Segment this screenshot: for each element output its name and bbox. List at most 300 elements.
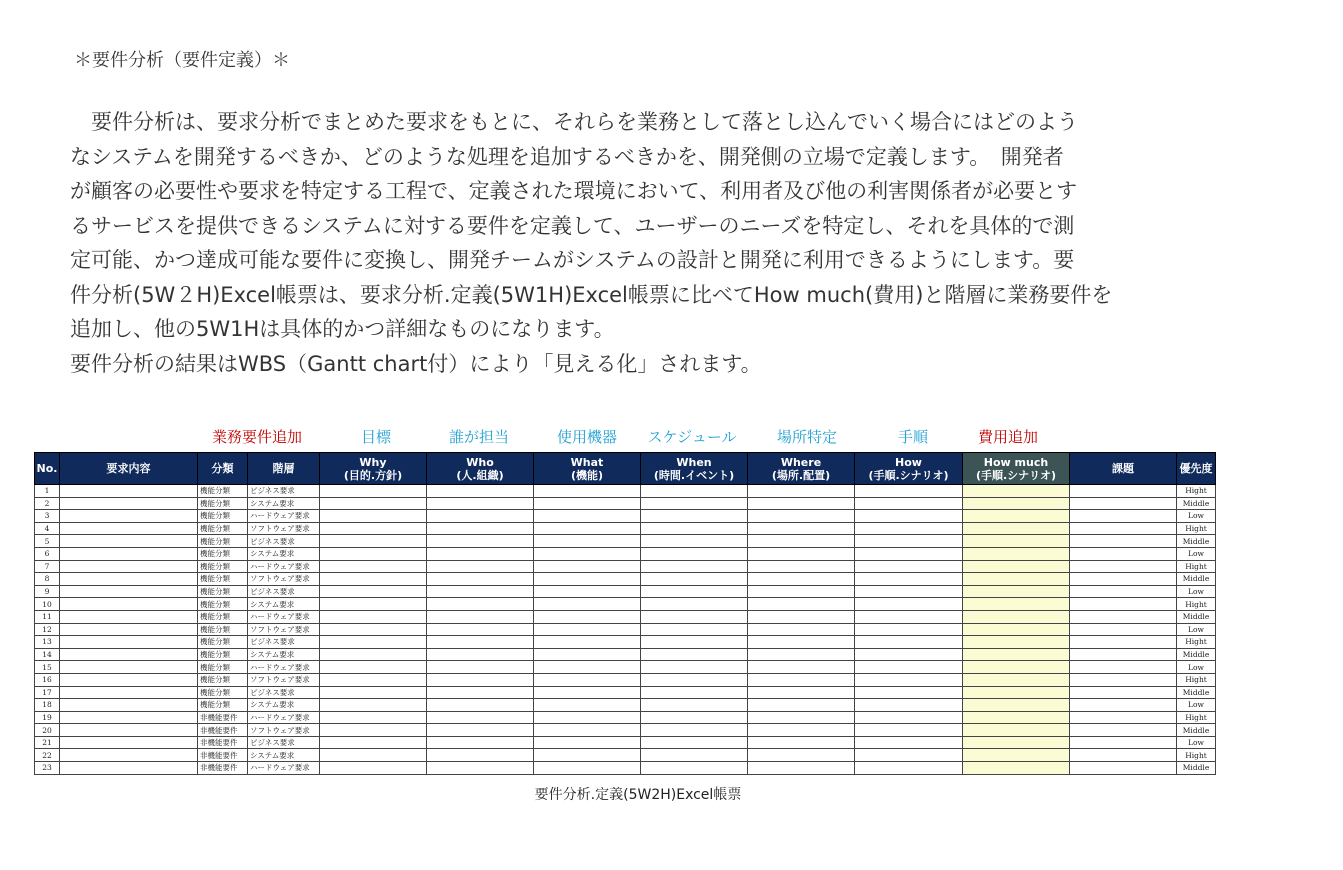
cell-no[interactable]: 23 xyxy=(35,762,60,775)
cell-layer[interactable]: ソフトウェア要求 xyxy=(248,522,320,535)
cell-when[interactable] xyxy=(641,547,748,560)
cell-priority[interactable]: Low xyxy=(1177,585,1216,598)
cell-who[interactable] xyxy=(427,673,534,686)
cell-what[interactable] xyxy=(534,749,641,762)
cell-why[interactable] xyxy=(320,724,427,737)
cell-category[interactable]: 機能分類 xyxy=(198,510,248,523)
cell-where[interactable] xyxy=(748,560,855,573)
cell-who[interactable] xyxy=(427,510,534,523)
cell-why[interactable] xyxy=(320,573,427,586)
cell-layer[interactable]: ハードウェア要求 xyxy=(248,711,320,724)
cell-how-much[interactable] xyxy=(963,648,1070,661)
cell-what[interactable] xyxy=(534,535,641,548)
cell-how-much[interactable] xyxy=(963,736,1070,749)
cell-category[interactable]: 機能分類 xyxy=(198,686,248,699)
cell-who[interactable] xyxy=(427,749,534,762)
cell-category[interactable]: 機能分類 xyxy=(198,547,248,560)
cell-no[interactable]: 13 xyxy=(35,636,60,649)
cell-where[interactable] xyxy=(748,648,855,661)
cell-priority[interactable]: Middle xyxy=(1177,610,1216,623)
cell-what[interactable] xyxy=(534,648,641,661)
cell-how-much[interactable] xyxy=(963,535,1070,548)
cell-issue[interactable] xyxy=(1070,686,1177,699)
cell-content[interactable] xyxy=(60,610,198,623)
cell-layer[interactable]: ハードウェア要求 xyxy=(248,510,320,523)
cell-what[interactable] xyxy=(534,485,641,498)
cell-why[interactable] xyxy=(320,497,427,510)
cell-priority[interactable]: Low xyxy=(1177,510,1216,523)
cell-how-much[interactable] xyxy=(963,711,1070,724)
cell-layer[interactable]: ハードウェア要求 xyxy=(248,762,320,775)
cell-who[interactable] xyxy=(427,485,534,498)
cell-what[interactable] xyxy=(534,598,641,611)
cell-why[interactable] xyxy=(320,610,427,623)
cell-no[interactable]: 9 xyxy=(35,585,60,598)
cell-why[interactable] xyxy=(320,598,427,611)
cell-how[interactable] xyxy=(855,711,963,724)
cell-where[interactable] xyxy=(748,510,855,523)
cell-layer[interactable]: システム要求 xyxy=(248,749,320,762)
cell-content[interactable] xyxy=(60,547,198,560)
cell-when[interactable] xyxy=(641,661,748,674)
cell-how[interactable] xyxy=(855,573,963,586)
cell-issue[interactable] xyxy=(1070,661,1177,674)
cell-issue[interactable] xyxy=(1070,623,1177,636)
cell-priority[interactable]: Middle xyxy=(1177,573,1216,586)
cell-no[interactable]: 6 xyxy=(35,547,60,560)
cell-category[interactable]: 機能分類 xyxy=(198,497,248,510)
cell-why[interactable] xyxy=(320,686,427,699)
cell-who[interactable] xyxy=(427,762,534,775)
cell-who[interactable] xyxy=(427,610,534,623)
cell-who[interactable] xyxy=(427,598,534,611)
cell-layer[interactable]: ソフトウェア要求 xyxy=(248,673,320,686)
cell-how-much[interactable] xyxy=(963,522,1070,535)
cell-when[interactable] xyxy=(641,736,748,749)
cell-priority[interactable]: Hight xyxy=(1177,673,1216,686)
cell-no[interactable]: 1 xyxy=(35,485,60,498)
cell-what[interactable] xyxy=(534,711,641,724)
cell-priority[interactable]: Middle xyxy=(1177,762,1216,775)
cell-why[interactable] xyxy=(320,547,427,560)
cell-when[interactable] xyxy=(641,535,748,548)
cell-why[interactable] xyxy=(320,711,427,724)
cell-content[interactable] xyxy=(60,560,198,573)
cell-priority[interactable]: Hight xyxy=(1177,711,1216,724)
cell-category[interactable]: 非機能要件 xyxy=(198,711,248,724)
cell-content[interactable] xyxy=(60,636,198,649)
cell-category[interactable]: 機能分類 xyxy=(198,573,248,586)
cell-how-much[interactable] xyxy=(963,510,1070,523)
cell-when[interactable] xyxy=(641,598,748,611)
cell-issue[interactable] xyxy=(1070,547,1177,560)
cell-when[interactable] xyxy=(641,585,748,598)
cell-content[interactable] xyxy=(60,661,198,674)
cell-content[interactable] xyxy=(60,522,198,535)
cell-priority[interactable]: Middle xyxy=(1177,724,1216,737)
cell-when[interactable] xyxy=(641,724,748,737)
cell-issue[interactable] xyxy=(1070,724,1177,737)
cell-priority[interactable]: Middle xyxy=(1177,648,1216,661)
cell-when[interactable] xyxy=(641,648,748,661)
cell-what[interactable] xyxy=(534,610,641,623)
cell-how-much[interactable] xyxy=(963,610,1070,623)
cell-how-much[interactable] xyxy=(963,749,1070,762)
cell-what[interactable] xyxy=(534,522,641,535)
cell-where[interactable] xyxy=(748,699,855,712)
cell-no[interactable]: 21 xyxy=(35,736,60,749)
cell-no[interactable]: 15 xyxy=(35,661,60,674)
cell-layer[interactable]: ソフトウェア要求 xyxy=(248,573,320,586)
cell-who[interactable] xyxy=(427,661,534,674)
cell-what[interactable] xyxy=(534,673,641,686)
cell-issue[interactable] xyxy=(1070,762,1177,775)
cell-how[interactable] xyxy=(855,485,963,498)
cell-where[interactable] xyxy=(748,573,855,586)
cell-content[interactable] xyxy=(60,736,198,749)
cell-how-much[interactable] xyxy=(963,585,1070,598)
cell-who[interactable] xyxy=(427,623,534,636)
cell-no[interactable]: 20 xyxy=(35,724,60,737)
cell-where[interactable] xyxy=(748,749,855,762)
cell-issue[interactable] xyxy=(1070,522,1177,535)
cell-how-much[interactable] xyxy=(963,699,1070,712)
cell-content[interactable] xyxy=(60,711,198,724)
cell-no[interactable]: 2 xyxy=(35,497,60,510)
cell-what[interactable] xyxy=(534,623,641,636)
cell-how[interactable] xyxy=(855,636,963,649)
cell-how[interactable] xyxy=(855,736,963,749)
cell-how-much[interactable] xyxy=(963,598,1070,611)
cell-where[interactable] xyxy=(748,598,855,611)
cell-content[interactable] xyxy=(60,673,198,686)
cell-issue[interactable] xyxy=(1070,598,1177,611)
cell-layer[interactable]: ビジネス要求 xyxy=(248,585,320,598)
cell-category[interactable]: 機能分類 xyxy=(198,535,248,548)
cell-priority[interactable]: Hight xyxy=(1177,560,1216,573)
cell-where[interactable] xyxy=(748,485,855,498)
cell-content[interactable] xyxy=(60,699,198,712)
cell-priority[interactable]: Low xyxy=(1177,623,1216,636)
cell-issue[interactable] xyxy=(1070,510,1177,523)
cell-issue[interactable] xyxy=(1070,673,1177,686)
cell-category[interactable]: 非機能要件 xyxy=(198,736,248,749)
cell-layer[interactable]: ビジネス要求 xyxy=(248,636,320,649)
cell-who[interactable] xyxy=(427,636,534,649)
cell-when[interactable] xyxy=(641,610,748,623)
cell-no[interactable]: 22 xyxy=(35,749,60,762)
cell-where[interactable] xyxy=(748,585,855,598)
cell-how[interactable] xyxy=(855,547,963,560)
cell-issue[interactable] xyxy=(1070,711,1177,724)
cell-content[interactable] xyxy=(60,749,198,762)
cell-issue[interactable] xyxy=(1070,636,1177,649)
cell-where[interactable] xyxy=(748,623,855,636)
cell-why[interactable] xyxy=(320,699,427,712)
cell-when[interactable] xyxy=(641,485,748,498)
cell-layer[interactable]: ビジネス要求 xyxy=(248,736,320,749)
cell-issue[interactable] xyxy=(1070,497,1177,510)
cell-where[interactable] xyxy=(748,686,855,699)
cell-no[interactable]: 17 xyxy=(35,686,60,699)
cell-priority[interactable]: Hight xyxy=(1177,485,1216,498)
cell-category[interactable]: 機能分類 xyxy=(198,560,248,573)
cell-content[interactable] xyxy=(60,497,198,510)
cell-layer[interactable]: ビジネス要求 xyxy=(248,686,320,699)
cell-when[interactable] xyxy=(641,573,748,586)
cell-how[interactable] xyxy=(855,686,963,699)
cell-where[interactable] xyxy=(748,610,855,623)
cell-what[interactable] xyxy=(534,699,641,712)
cell-issue[interactable] xyxy=(1070,585,1177,598)
cell-issue[interactable] xyxy=(1070,648,1177,661)
cell-what[interactable] xyxy=(534,736,641,749)
cell-no[interactable]: 3 xyxy=(35,510,60,523)
cell-no[interactable]: 11 xyxy=(35,610,60,623)
cell-what[interactable] xyxy=(534,585,641,598)
cell-content[interactable] xyxy=(60,724,198,737)
cell-who[interactable] xyxy=(427,547,534,560)
cell-no[interactable]: 4 xyxy=(35,522,60,535)
cell-what[interactable] xyxy=(534,686,641,699)
cell-how-much[interactable] xyxy=(963,485,1070,498)
cell-content[interactable] xyxy=(60,686,198,699)
cell-content[interactable] xyxy=(60,510,198,523)
cell-when[interactable] xyxy=(641,762,748,775)
cell-no[interactable]: 7 xyxy=(35,560,60,573)
cell-layer[interactable]: ハードウェア要求 xyxy=(248,560,320,573)
cell-how-much[interactable] xyxy=(963,762,1070,775)
cell-no[interactable]: 16 xyxy=(35,673,60,686)
cell-what[interactable] xyxy=(534,560,641,573)
cell-layer[interactable]: システム要求 xyxy=(248,598,320,611)
cell-when[interactable] xyxy=(641,686,748,699)
cell-what[interactable] xyxy=(534,661,641,674)
cell-issue[interactable] xyxy=(1070,535,1177,548)
cell-how[interactable] xyxy=(855,749,963,762)
cell-category[interactable]: 機能分類 xyxy=(198,485,248,498)
cell-how[interactable] xyxy=(855,623,963,636)
cell-priority[interactable]: Hight xyxy=(1177,636,1216,649)
cell-how-much[interactable] xyxy=(963,673,1070,686)
cell-why[interactable] xyxy=(320,585,427,598)
cell-priority[interactable]: Middle xyxy=(1177,686,1216,699)
cell-content[interactable] xyxy=(60,585,198,598)
cell-who[interactable] xyxy=(427,535,534,548)
cell-where[interactable] xyxy=(748,711,855,724)
cell-where[interactable] xyxy=(748,724,855,737)
cell-why[interactable] xyxy=(320,762,427,775)
cell-what[interactable] xyxy=(534,636,641,649)
cell-category[interactable]: 機能分類 xyxy=(198,648,248,661)
cell-layer[interactable]: ソフトウェア要求 xyxy=(248,623,320,636)
cell-priority[interactable]: Middle xyxy=(1177,535,1216,548)
page-heading: ＊要件分析（要件定義）＊ xyxy=(74,50,290,71)
cell-category[interactable]: 機能分類 xyxy=(198,585,248,598)
cell-priority[interactable]: Low xyxy=(1177,736,1216,749)
cell-layer[interactable]: ソフトウェア要求 xyxy=(248,724,320,737)
cell-no[interactable]: 14 xyxy=(35,648,60,661)
cell-how[interactable] xyxy=(855,560,963,573)
cell-how-much[interactable] xyxy=(963,547,1070,560)
cell-priority[interactable]: Low xyxy=(1177,661,1216,674)
cell-how[interactable] xyxy=(855,510,963,523)
cell-no[interactable]: 10 xyxy=(35,598,60,611)
cell-layer[interactable]: ハードウェア要求 xyxy=(248,661,320,674)
cell-who[interactable] xyxy=(427,522,534,535)
cell-how[interactable] xyxy=(855,585,963,598)
cell-how-much[interactable] xyxy=(963,573,1070,586)
cell-who[interactable] xyxy=(427,724,534,737)
cell-who[interactable] xyxy=(427,497,534,510)
cell-what[interactable] xyxy=(534,762,641,775)
cell-why[interactable] xyxy=(320,636,427,649)
cell-content[interactable] xyxy=(60,648,198,661)
cell-who[interactable] xyxy=(427,711,534,724)
cell-when[interactable] xyxy=(641,673,748,686)
cell-how[interactable] xyxy=(855,598,963,611)
cell-why[interactable] xyxy=(320,522,427,535)
cell-why[interactable] xyxy=(320,510,427,523)
cell-how-much[interactable] xyxy=(963,686,1070,699)
cell-who[interactable] xyxy=(427,736,534,749)
cell-priority[interactable]: Hight xyxy=(1177,522,1216,535)
cell-how-much[interactable] xyxy=(963,623,1070,636)
cell-who[interactable] xyxy=(427,699,534,712)
cell-when[interactable] xyxy=(641,560,748,573)
cell-priority[interactable]: Middle xyxy=(1177,497,1216,510)
cell-category[interactable]: 機能分類 xyxy=(198,636,248,649)
cell-when[interactable] xyxy=(641,623,748,636)
cell-where[interactable] xyxy=(748,547,855,560)
cell-why[interactable] xyxy=(320,485,427,498)
cell-who[interactable] xyxy=(427,560,534,573)
cell-where[interactable] xyxy=(748,762,855,775)
cell-priority[interactable]: Hight xyxy=(1177,598,1216,611)
cell-no[interactable]: 12 xyxy=(35,623,60,636)
cell-issue[interactable] xyxy=(1070,573,1177,586)
cell-when[interactable] xyxy=(641,711,748,724)
cell-where[interactable] xyxy=(748,636,855,649)
cell-who[interactable] xyxy=(427,573,534,586)
cell-how[interactable] xyxy=(855,699,963,712)
cell-no[interactable]: 18 xyxy=(35,699,60,712)
cell-what[interactable] xyxy=(534,497,641,510)
cell-layer[interactable]: ビジネス要求 xyxy=(248,485,320,498)
cell-what[interactable] xyxy=(534,724,641,737)
cell-who[interactable] xyxy=(427,585,534,598)
cell-layer[interactable]: システム要求 xyxy=(248,497,320,510)
cell-priority[interactable]: Hight xyxy=(1177,749,1216,762)
cell-issue[interactable] xyxy=(1070,699,1177,712)
cell-issue[interactable] xyxy=(1070,610,1177,623)
cell-layer[interactable]: システム要求 xyxy=(248,547,320,560)
cell-what[interactable] xyxy=(534,573,641,586)
cell-how[interactable] xyxy=(855,535,963,548)
cell-why[interactable] xyxy=(320,623,427,636)
cell-why[interactable] xyxy=(320,535,427,548)
cell-priority[interactable]: Low xyxy=(1177,699,1216,712)
cell-when[interactable] xyxy=(641,510,748,523)
cell-category[interactable]: 機能分類 xyxy=(198,623,248,636)
cell-how-much[interactable] xyxy=(963,661,1070,674)
cell-how[interactable] xyxy=(855,648,963,661)
cell-layer[interactable]: ハードウェア要求 xyxy=(248,610,320,623)
cell-when[interactable] xyxy=(641,699,748,712)
cell-why[interactable] xyxy=(320,673,427,686)
cell-no[interactable]: 5 xyxy=(35,535,60,548)
cell-why[interactable] xyxy=(320,648,427,661)
cell-what[interactable] xyxy=(534,510,641,523)
cell-why[interactable] xyxy=(320,749,427,762)
cell-how[interactable] xyxy=(855,724,963,737)
cell-why[interactable] xyxy=(320,661,427,674)
cell-no[interactable]: 19 xyxy=(35,711,60,724)
cell-issue[interactable] xyxy=(1070,736,1177,749)
cell-no[interactable]: 8 xyxy=(35,573,60,586)
cell-why[interactable] xyxy=(320,560,427,573)
cell-content[interactable] xyxy=(60,573,198,586)
cell-who[interactable] xyxy=(427,648,534,661)
cell-where[interactable] xyxy=(748,522,855,535)
cell-when[interactable] xyxy=(641,749,748,762)
cell-where[interactable] xyxy=(748,673,855,686)
cell-category[interactable]: 機能分類 xyxy=(198,699,248,712)
cell-where[interactable] xyxy=(748,497,855,510)
cell-where[interactable] xyxy=(748,535,855,548)
cell-layer[interactable]: システム要求 xyxy=(248,648,320,661)
cell-where[interactable] xyxy=(748,661,855,674)
cell-category[interactable]: 非機能要件 xyxy=(198,749,248,762)
cell-content[interactable] xyxy=(60,535,198,548)
cell-category[interactable]: 機能分類 xyxy=(198,661,248,674)
cell-how[interactable] xyxy=(855,762,963,775)
cell-how[interactable] xyxy=(855,610,963,623)
cell-content[interactable] xyxy=(60,762,198,775)
cell-how[interactable] xyxy=(855,522,963,535)
cell-issue[interactable] xyxy=(1070,485,1177,498)
cell-category[interactable]: 機能分類 xyxy=(198,522,248,535)
cell-priority[interactable]: Low xyxy=(1177,547,1216,560)
cell-how[interactable] xyxy=(855,661,963,674)
cell-content[interactable] xyxy=(60,485,198,498)
cell-how-much[interactable] xyxy=(963,636,1070,649)
cell-category[interactable]: 非機能要件 xyxy=(198,762,248,775)
cell-layer[interactable]: ビジネス要求 xyxy=(248,535,320,548)
cell-how-much[interactable] xyxy=(963,560,1070,573)
cell-who[interactable] xyxy=(427,686,534,699)
cell-issue[interactable] xyxy=(1070,749,1177,762)
cell-when[interactable] xyxy=(641,636,748,649)
cell-content[interactable] xyxy=(60,623,198,636)
cell-how[interactable] xyxy=(855,673,963,686)
cell-content[interactable] xyxy=(60,598,198,611)
cell-category[interactable]: 機能分類 xyxy=(198,598,248,611)
cell-what[interactable] xyxy=(534,547,641,560)
cell-how-much[interactable] xyxy=(963,497,1070,510)
cell-how[interactable] xyxy=(855,497,963,510)
cell-where[interactable] xyxy=(748,736,855,749)
cell-category[interactable]: 非機能要件 xyxy=(198,724,248,737)
cell-category[interactable]: 機能分類 xyxy=(198,673,248,686)
cell-layer[interactable]: システム要求 xyxy=(248,699,320,712)
cell-how-much[interactable] xyxy=(963,724,1070,737)
cell-category[interactable]: 機能分類 xyxy=(198,610,248,623)
cell-when[interactable] xyxy=(641,497,748,510)
cell-when[interactable] xyxy=(641,522,748,535)
cell-why[interactable] xyxy=(320,736,427,749)
cell-issue[interactable] xyxy=(1070,560,1177,573)
